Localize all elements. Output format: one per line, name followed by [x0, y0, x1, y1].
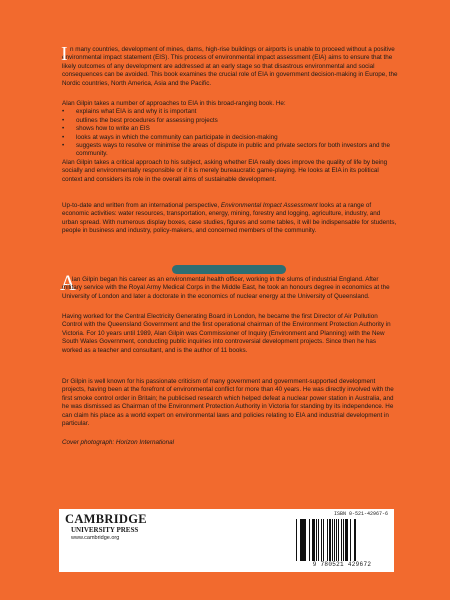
author-paragraph-2: Having worked for the Central Electricity Generating Board in London, he became the first Director of Air Pollution Control with the Queensland Government and the first operational chairman of the Environment Protection Authority in Victoria. For 10 years until 1989, Alan Gilpin was Commissioner of Inquiry (Environment and Planning) with the New South Wales Government, conducting public inquiries into controversial development projects. Since then he has worked as a teacher and consultant, and is the author of 11 books.: [62, 313, 391, 354]
author-paragraph-1: lan Gilpin began his career as an environmental health officer, working in the slums of industrial England. After military service with the Royal Army Medical Corps in the Middle East, he took an honours degree in economics at the University of London and later a doctorate in the economics of nuclear energy at the University of Queensland.: [62, 276, 390, 300]
barcode-bar: [355, 519, 356, 561]
approaches-after: Alan Gilpin takes a critical approach to his subject, asking whether EIA really does improve the quality of life by being socially and environmentally responsible or if it is merely bureaucratic game-playing. He looks at EIA in its political context and considers its role in the overall aims of sustainable development.: [62, 158, 388, 183]
barcode-number: 9 780521 429672: [312, 561, 372, 568]
list-item: • shows how to write an EIS: [62, 125, 398, 133]
uptodate-block: [62, 202, 398, 236]
author-block-2: [62, 313, 398, 355]
publisher-footer: [59, 509, 394, 572]
author-block-3: [62, 378, 398, 428]
list-item: • outlines the best procedures for assessing projects: [62, 117, 398, 125]
publisher-press: UNIVERSITY PRESS: [71, 526, 139, 534]
list-item: • suggests ways to resolve or minimise the areas of dispute in public and private sectors for both investors and the community.: [62, 142, 398, 159]
uptodate-pre: Up-to-date and written from an international perspective,: [62, 202, 221, 209]
list-item: • looks at ways in which the community can participate in decision-making: [62, 134, 398, 142]
author-block: [62, 276, 398, 301]
publisher-name: CAMBRIDGE: [65, 512, 147, 526]
publisher-url[interactable]: www.cambridge.org: [71, 535, 120, 541]
uptodate-post: looks at a range of economic activities: water resources, transportation, energy, mining, forestry and logging, agriculture, industry, and urban spread. With numerous display boxes, case studies, figures and some tables, it will be indispensable for students, people in business and industry, policy-makers, and concerned members of the community.: [62, 202, 397, 235]
publisher-logo: [65, 513, 157, 542]
intro-paragraph: n many countries, development of mines, dams, high-rise buildings or airports is unable to proceed without a positive environmental impact statement (EIS). This process of environmental impact assessment (EIA) aims to ensure that the likely outcomes of any development are addressed at an early stage so that disastrous environmental and social consequences can be avoided. This book examines the crucial role of EIA in government decision-making in Europe, the Nordic countries, North America, Asia and the Pacific.: [62, 46, 398, 87]
cover-credit: Cover photograph: Horizon International: [62, 439, 175, 446]
book-title: Environmental Impact Assessment: [220, 202, 318, 209]
author-dropcap: A: [60, 270, 76, 295]
divider-pill: [172, 265, 286, 274]
intro-block: [61, 43, 398, 88]
author-paragraph-3: Dr Gilpin is well known for his passionate criticism of many government and government-supported development projects, having been at the forefront of environmental conflict for more than 40 years. He was directly involved with the first smoke control order in Britain; he publicised research which helped defeat a nuclear power station in Australia, and he was dismissed as Chairman of the Environment Protection Authority in Victoria for standing by its independence. He can claim his place as a world expert on environmental laws and policies relating to EIA and industrial development in particular.: [62, 378, 394, 428]
approaches-block: [62, 100, 398, 184]
approaches-list: [62, 108, 398, 158]
intro-dropcap: I: [61, 43, 68, 65]
list-item: • explains what EIA is and why it is important: [62, 108, 398, 116]
isbn-text: ISBN 0-521-42967-6: [333, 511, 388, 517]
barcode: [296, 519, 388, 561]
uptodate-paragraph: [62, 202, 398, 236]
approaches-lead: Alan Gilpin takes a number of approaches to EIA in this broad-ranging book. He:: [62, 100, 286, 107]
